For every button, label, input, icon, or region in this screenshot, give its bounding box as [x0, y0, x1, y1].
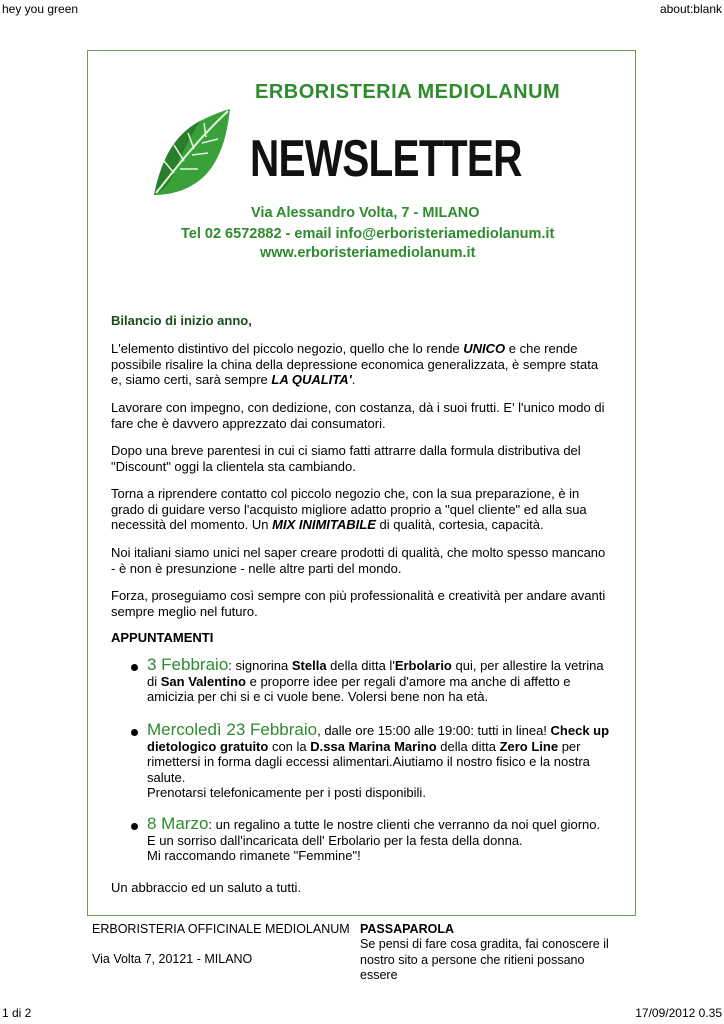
paragraph-forward: Forza, proseguiamo così sempre con più professionalità e creatività per andare avanti sempre meglio nel futuro. — [111, 588, 606, 619]
print-footer-date: 17/09/2012 0.35 — [635, 1006, 722, 1020]
appointment-date: 3 Febbraio — [147, 655, 229, 674]
appointment-text: Mi raccomando rimanete "Femmine"! — [147, 848, 361, 863]
masthead-website: www.erboristeriamediolanum.it — [260, 245, 476, 261]
passaparola-text: Se pensi di fare cosa gradita, fai conoscere il nostro sito a persone che ritieni possano essere — [360, 937, 609, 982]
appointments-heading: APPUNTAMENTI — [111, 630, 214, 645]
newsletter-title: NEWSLETTER — [250, 130, 522, 188]
masthead-address: Via Alessandro Volta, 7 - MILANO — [251, 205, 480, 221]
footer-company-name: ERBORISTERIA OFFICINALE MEDIOLANUM — [92, 922, 350, 936]
appointment-date: Mercoledì 23 Febbraio — [147, 720, 318, 739]
greeting: Bilancio di inizio anno, — [111, 313, 252, 328]
appointment-text: per rimettersi in forma dagli eccessi alimentari.Aiutiamo il nostro fisico e la nostra salute. — [147, 738, 590, 785]
paragraph-small-shop — [111, 486, 611, 533]
appointment-bold: Zero Line — [499, 738, 559, 754]
appointment-bold: Check up dietologico gratuito — [147, 723, 610, 754]
appointment-text: Prenotarsi telefonicamente per i posti disponibili. — [147, 785, 426, 800]
paragraph-work: Lavorare con impegno, con dedizione, con costanza, dà i suoi frutti. E' l'unico modo di fare che è davvero apprezzato dai consumatori. — [111, 400, 605, 431]
closing-line: Un abbraccio ed un saluto a tutti. — [111, 880, 302, 895]
appointment-item — [131, 657, 611, 705]
appointment-item — [131, 722, 611, 801]
paragraph-quality — [111, 341, 611, 388]
p1-emphasis-qualita: LA QUALITA' — [271, 372, 352, 387]
p4-text-c: di qualità, cortesia, capacità. — [375, 517, 544, 532]
print-header-url: about:blank — [659, 2, 722, 16]
appointment-text: e proporre idee per regali d'amore ma anche di affetto e amicizia per chi si e ci vuole bene. Volersi bene non ha età. — [147, 673, 571, 704]
footer-company-address: Via Volta 7, 20121 - MILANO — [92, 952, 253, 966]
appointment-text: con la — [268, 738, 311, 754]
print-header-title: hey you green — [2, 2, 79, 16]
appointment-item — [131, 816, 611, 864]
bullet-icon — [131, 729, 138, 736]
p1-text-c: e che rende possibile risalire la china della depressione economica generalizzata, è sempre stata e, siamo certi, sarà sempre — [111, 341, 599, 387]
bullet-icon — [131, 823, 138, 830]
appointment-text: : un regalino a tutte le nostre clienti che verranno da noi quel giorno. E un sorriso dall'incaricata dell' Erbolario per la festa della donna. — [147, 817, 601, 848]
paragraph-discount: Dopo una breve parentesi in cui ci siamo fatti attrarre dalla formula distributiva del "Discount" oggi la clientela sta cambiando. — [111, 443, 581, 474]
p4-text-a: Torna a riprendere contatto col piccolo negozio che, con la sua preparazione, è in grado di guidare verso l'acquisto migliore adatto proprio a "quel cliente" ed alla sua necessità del momento. Un — [111, 486, 587, 532]
masthead — [88, 51, 635, 281]
appointment-bold: Erbolario — [394, 658, 452, 673]
appointment-bold: Stella — [291, 658, 327, 673]
appointment-text: , dalle ore 15:00 alle 19:00: tutti in linea! — [317, 723, 551, 738]
passaparola-heading: PASSAPAROLA — [360, 922, 454, 936]
brand-title: ERBORISTERIA MEDIOLANUM — [255, 81, 561, 103]
p4-emphasis-mix: MIX INIMITABILE — [272, 517, 376, 532]
p1-text-e: . — [351, 372, 356, 387]
p1-emphasis-unico: UNICO — [463, 341, 506, 356]
masthead-phone-email: Tel 02 6572882 - email info@erboristeriamediolanum.it — [181, 226, 555, 242]
p1-text-a: L'elemento distintivo del piccolo negozio, quello che lo rende — [111, 341, 464, 356]
appointment-text: della ditta l' — [326, 658, 395, 673]
appointment-text: : signorina — [228, 658, 292, 673]
appointment-date: 8 Marzo — [147, 814, 209, 833]
print-footer-page: 1 di 2 — [2, 1006, 32, 1020]
appointment-text: della ditta — [436, 738, 500, 754]
appointment-bold: D.ssa Marina Marino — [310, 738, 437, 754]
appointment-text: qui, per allestire la vetrina di — [147, 658, 604, 689]
appointment-bold: San Valentino — [160, 673, 246, 689]
leaf-icon — [150, 107, 232, 199]
paragraph-italians: Noi italiani siamo unici nel saper creare prodotti di qualità, che molto spesso mancano - è non è presunzione - nelle altre parti del mondo. — [111, 545, 606, 576]
bullet-icon — [131, 664, 138, 671]
